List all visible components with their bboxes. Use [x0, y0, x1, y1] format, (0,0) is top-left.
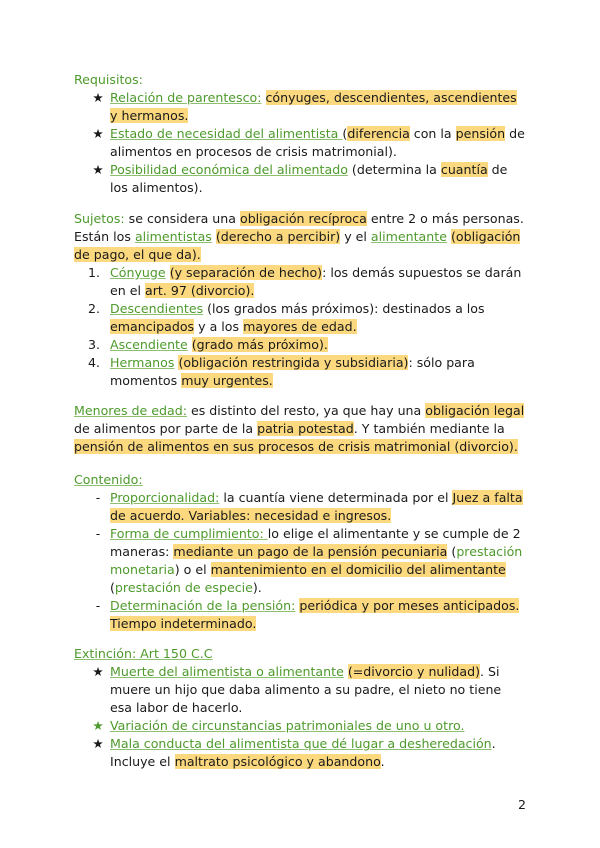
sujeto-link[interactable]: Hermanos	[110, 355, 175, 370]
contenido-list	[74, 489, 526, 633]
list-item: ★ Estado de necesidad del alimentista (diferencia con la pensión de alimentos en procesos de crisis matrimonial).	[74, 125, 526, 161]
requisitos-section	[74, 71, 526, 197]
sujeto-link[interactable]: Descendientes	[110, 301, 204, 316]
extincion-title[interactable]: Extinción: Art 150 C.C	[74, 646, 213, 661]
star-icon: ★	[92, 736, 104, 751]
menores-title[interactable]: Menores de edad:	[74, 403, 187, 418]
dash-icon: -	[95, 598, 101, 613]
requisito-link[interactable]: Relación de parentesco:	[110, 90, 262, 105]
sujeto-link[interactable]: Ascendiente	[110, 337, 188, 352]
list-item: ★ Mala conducta del alimentista que dé lugar a desheredación. Incluye el maltrato psicológico y abandono.	[74, 735, 526, 771]
star-icon: ★	[92, 718, 104, 733]
sujetos-section	[74, 210, 526, 390]
sujeto-link[interactable]: Cónyuge	[110, 265, 166, 280]
contenido-title[interactable]: Contenido:	[74, 472, 143, 487]
requisitos-title: Requisitos:	[74, 72, 143, 87]
sujetos-paragraph: Sujetos: se considera una obligación recíproca entre 2 o más personas. Están los alimentistas (derecho a percibir) y el alimentante (obligación de pago, el que da).	[74, 211, 524, 262]
contenido-link[interactable]: Determinación de la pensión:	[110, 598, 296, 613]
extincion-link[interactable]: Mala conducta del alimentista que dé lugar a desheredación	[110, 736, 492, 751]
contenido-link[interactable]: Proporcionalidad:	[110, 490, 220, 505]
list-item: 1. Cónyuge (y separación de hecho): los demás supuestos se darán en el art. 97 (divorcio).	[88, 265, 522, 298]
list-item: 4. Hermanos (obligación restringida y subsidiaria): sólo para momentos muy urgentes.	[88, 355, 475, 388]
alimentante-link[interactable]: alimentante	[370, 229, 447, 244]
list-item: - Determinación de la pensión: periódica y por meses anticipados. Tiempo indeterminado.	[74, 597, 526, 633]
menores-section	[74, 402, 526, 456]
menores-paragraph: Menores de edad: es distinto del resto, ya que hay una obligación legal de alimentos por parte de la patria potestad. Y también mediante la pensión de alimentos en sus procesos de crisis matrimonial (divorcio).	[74, 403, 525, 454]
list-item: - Forma de cumplimiento: lo elige el alimentante y se cumple de 2 maneras: mediante un pago de la pensión pecuniaria (prestación monetaria) o el mantenimiento en el domicilio del alimentante (prestación de especie).	[74, 525, 526, 597]
sujetos-list	[74, 264, 526, 390]
page-number: 2	[517, 797, 526, 812]
star-icon: ★	[92, 126, 104, 141]
list-item: 3. Ascendiente (grado más próximo).	[88, 337, 328, 352]
star-icon: ★	[92, 90, 104, 105]
alimentistas-link[interactable]: alimentistas	[134, 229, 212, 244]
dash-icon: -	[95, 526, 101, 541]
list-item: ★ Relación de parentesco: cónyuges, descendientes, ascendientes y hermanos.	[74, 89, 526, 125]
list-item: ★ Muerte del alimentista o alimentante (=divorcio y nulidad). Si muere un hijo que daba alimento a su padre, el nieto no tiene esa labor de hacerlo.	[74, 663, 526, 717]
list-item: - Proporcionalidad: la cuantía viene determinada por el Juez a falta de acuerdo. Variables: necesidad e ingresos.	[74, 489, 526, 525]
star-icon: ★	[92, 162, 104, 177]
star-icon: ★	[92, 664, 104, 679]
sujetos-title: Sujetos:	[74, 211, 125, 226]
extincion-link[interactable]: Muerte del alimentista o alimentante	[110, 664, 344, 679]
list-item: ★ Posibilidad económica del alimentado (determina la cuantía de los alimentos).	[74, 161, 526, 197]
extincion-list	[74, 663, 526, 771]
extincion-section	[74, 645, 526, 771]
requisito-link[interactable]: Estado de necesidad del alimentista	[110, 126, 343, 141]
requisito-link[interactable]: Posibilidad económica del alimentado	[110, 162, 348, 177]
list-item: 2. Descendientes (los grados más próximos): destinados a los emancipados y a los mayores de edad.	[88, 301, 485, 334]
contenido-link[interactable]: Forma de cumplimiento:	[110, 526, 268, 541]
extincion-link[interactable]: Variación de circunstancias patrimoniales de uno u otro.	[110, 718, 465, 733]
list-item	[74, 717, 526, 735]
requisitos-list	[74, 89, 526, 197]
dash-icon: -	[95, 490, 101, 505]
contenido-section	[74, 471, 526, 633]
